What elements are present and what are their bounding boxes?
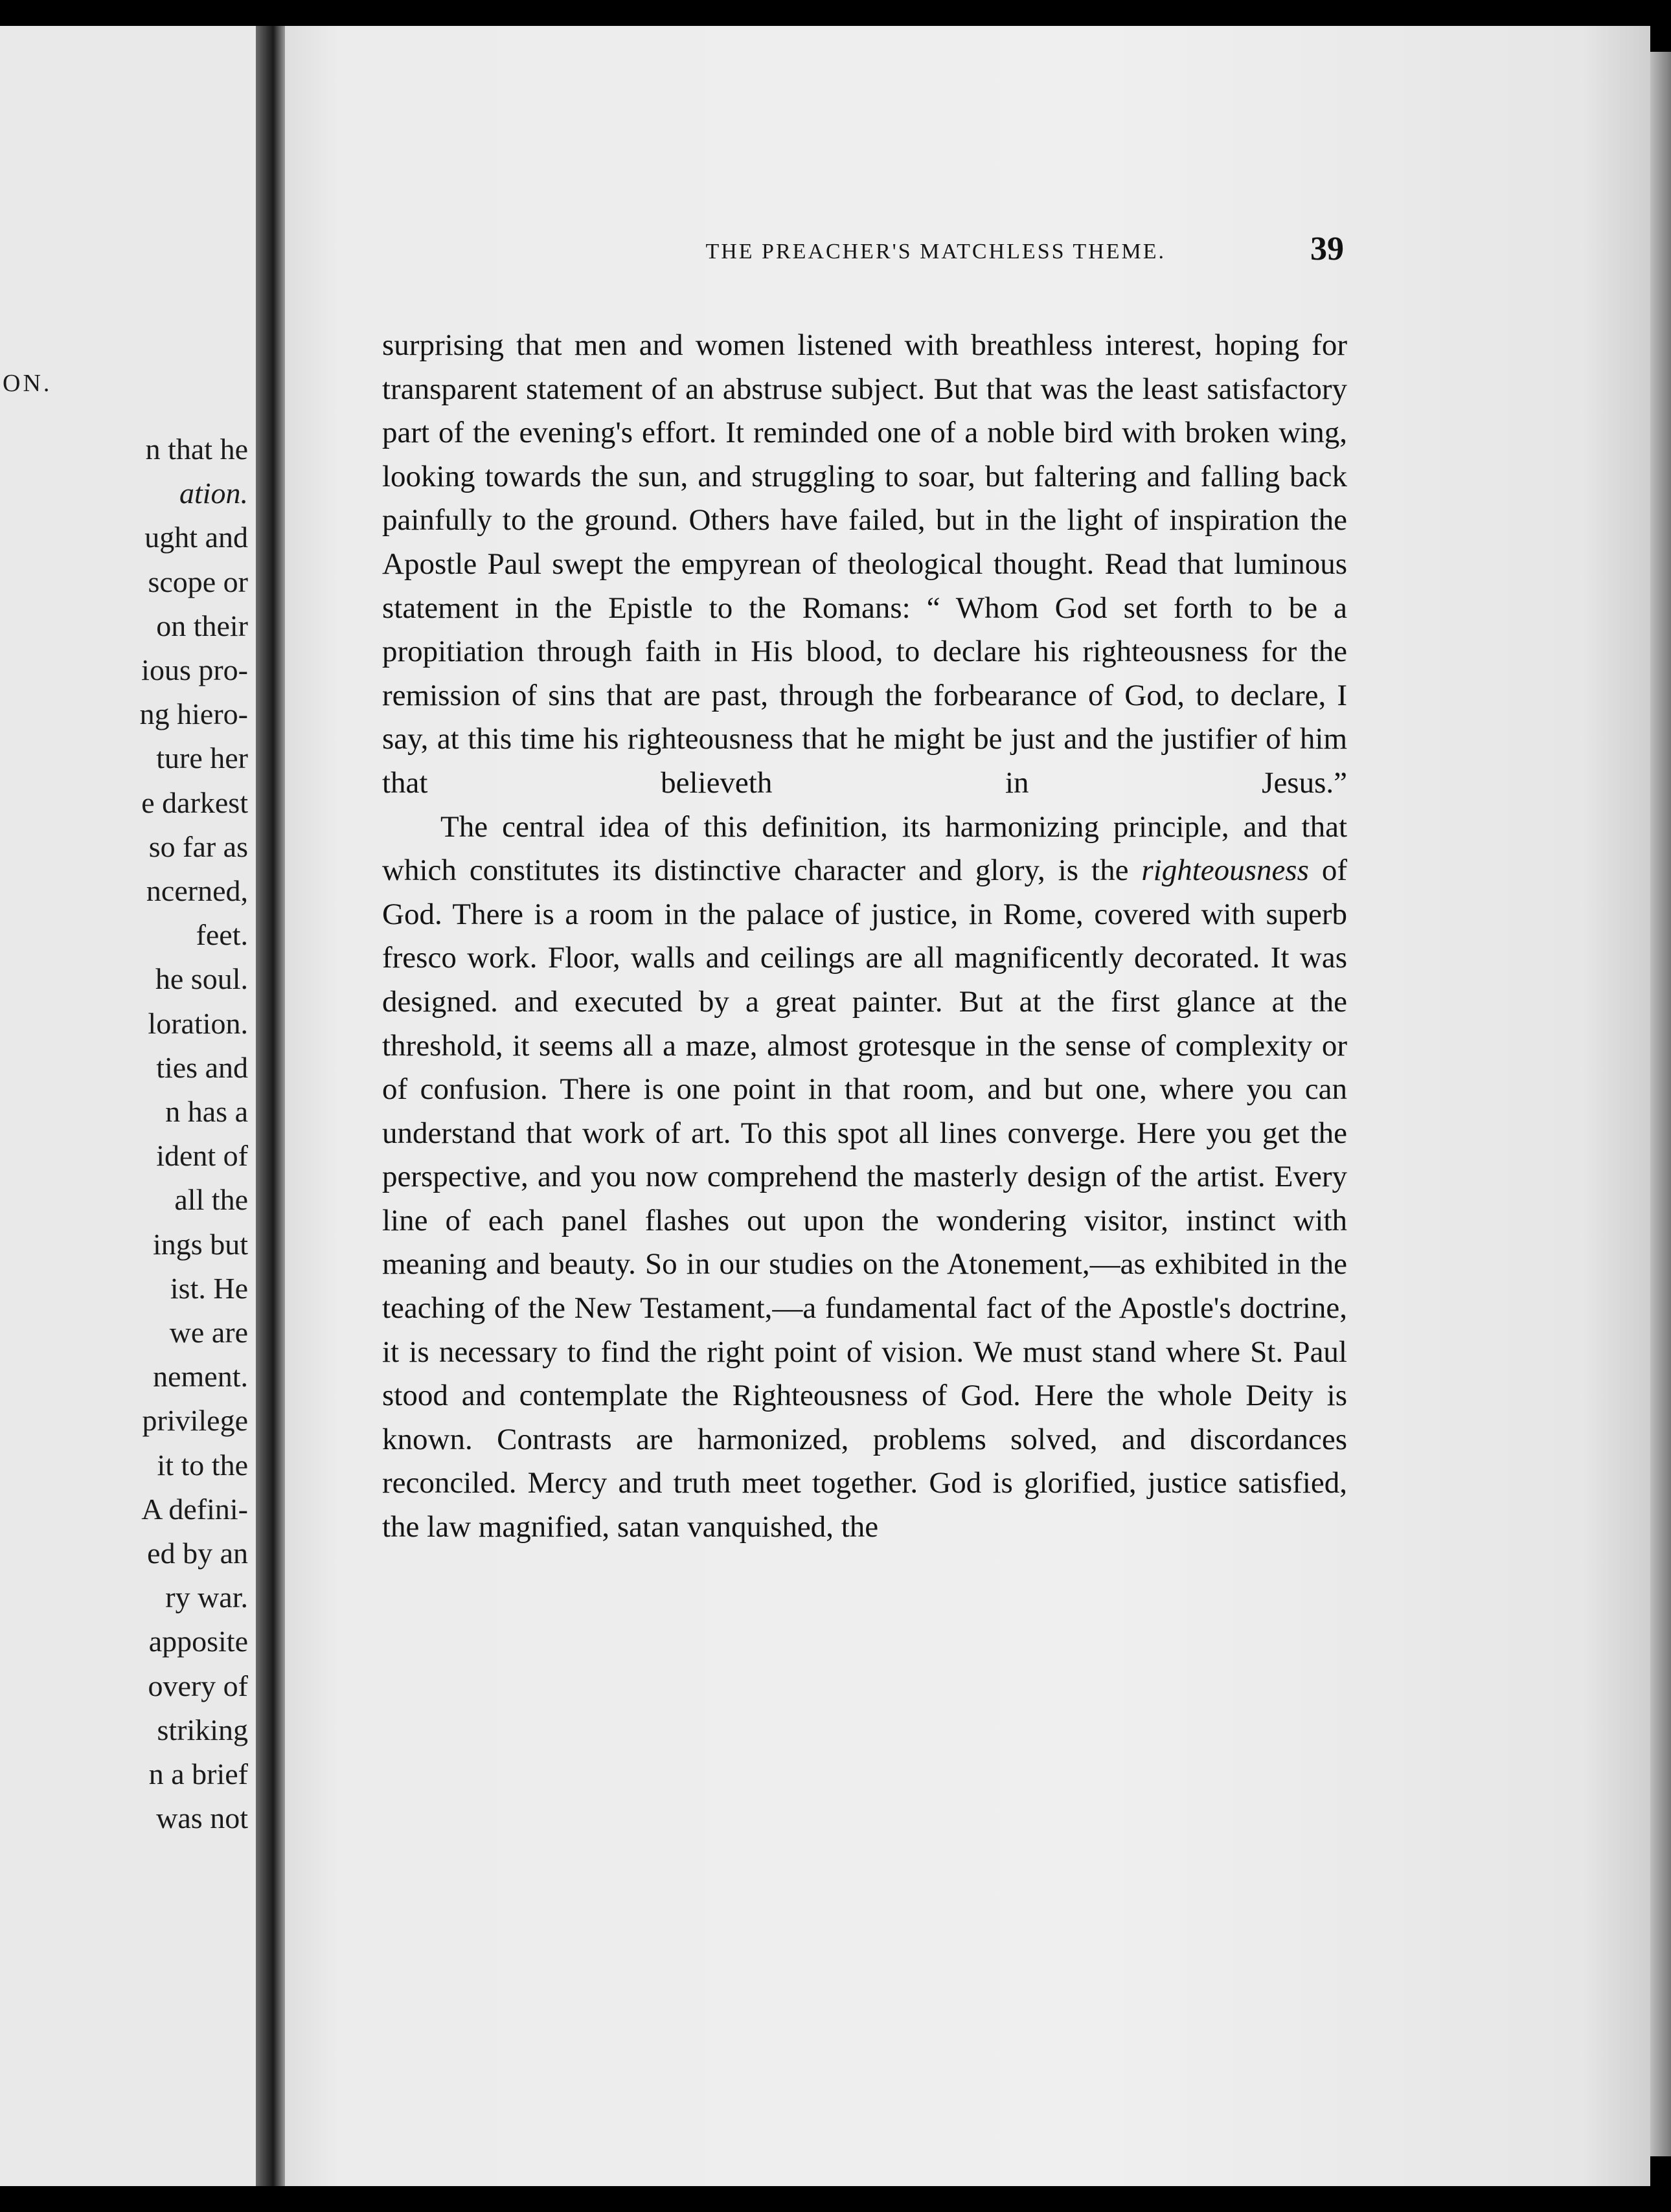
left-page-line: was not	[156, 1801, 248, 1835]
paragraph-2	[382, 806, 1347, 1550]
left-page-line: feet.	[196, 918, 248, 952]
left-page-line: ings but	[153, 1227, 248, 1261]
book-gutter	[256, 26, 285, 2186]
left-page-line: n a brief	[148, 1757, 248, 1791]
running-head: THE PREACHER'S MATCHLESS THEME.	[705, 240, 1166, 264]
left-page-line: he soul.	[155, 962, 248, 996]
left-page-line: it to the	[157, 1448, 248, 1482]
left-page-line: A defini-	[141, 1492, 248, 1526]
left-page-line: ry war.	[165, 1581, 248, 1614]
left-page-line: ncerned,	[146, 874, 248, 908]
left-page-line: ties and	[156, 1050, 248, 1084]
paragraph-2-rest: of God. There is a room in the palace of justice, in Rome, covered with superb fresco work. Floor, walls and ceilings are all magnificently decorated. It was designed. and executed by a great painter. But at the first glance at the threshold, it seems all a maze, almost grotesque in the sense of complexity or of confusion. There is one point in that room, and but one, where you can understand that work of art. To this spot all lines converge. Here you get the perspective, and you now comprehend the masterly design of the artist. Every line of each panel flashes out upon the wondering visitor, instinct with meaning and beauty. So in our studies on the Atonement,—as exhibited in the teaching of the New Testament,—a fundamental fact of the Apostle's doctrine, it is necessary to find the right point of vision. We must stand where St. Paul stood and contemplate the Righteousness of God. Here the whole Deity is known. Contrasts are harmonized, problems solved, and discordances reconciled. Mercy and truth meet together. God is glorified, justice satisfied, the law magnified, satan vanquished, the	[382, 853, 1347, 1544]
left-page-line: ident of	[156, 1139, 248, 1173]
paragraph-1: surprising that men and women listened with breathless interest, hoping for transparent statement of an abstruse subject. But that was the least satisfactory part of the evening's effort. It reminded one of a noble bird with broken wing, looking towards the sun, and struggling to soar, but faltering and falling back painfully to the ground. Others have failed, but in the light of inspiration the Apostle Paul swept the empyrean of theological thought. Read that luminous statement in the Epistle to the Romans: “ Whom God set forth to be a propitiation through faith in His blood, to declare his righteousness for the remission of sins that are past, through the forbearance of God, to declare, I say, at this time his righteousness that he might be just and the justifier of him that believeth in Jesus.”	[382, 328, 1347, 800]
left-page-line: overy of	[148, 1669, 248, 1702]
left-page-line: ught and	[144, 521, 248, 554]
body-text	[382, 324, 1347, 1550]
left-page-line: all the	[174, 1183, 248, 1217]
left-page-line: apposite	[148, 1625, 248, 1658]
left-page-line: ist. He	[170, 1271, 248, 1305]
left-page-line: nement.	[153, 1360, 248, 1394]
paragraph-2-start: The central idea of this definition, its harmonizing principle, and that which constitutes its distinctive character and glory, is the	[382, 809, 1347, 888]
paragraph-2-emphasis: righteousness	[1141, 853, 1309, 888]
left-page-line: privilege	[142, 1404, 248, 1438]
left-page-line: ation.	[179, 477, 248, 510]
page-number: 39	[1310, 231, 1344, 267]
left-page-line: ture her	[156, 741, 248, 775]
left-page-line: scope or	[148, 565, 248, 598]
left-page-text-lines	[140, 427, 248, 1841]
left-page-line: on their	[156, 609, 248, 642]
left-page-line: striking	[157, 1713, 248, 1746]
left-page-line: e darkest	[141, 785, 248, 819]
facing-page-left	[0, 26, 256, 2186]
left-page-line: n has a	[165, 1095, 248, 1129]
left-page-line: ng hiero-	[139, 697, 248, 731]
left-page-line: n that he	[145, 433, 248, 466]
page-edge-shadow	[1650, 52, 1671, 2156]
left-page-line: ious pro-	[141, 653, 248, 687]
left-page-line: we are	[169, 1316, 248, 1349]
left-page-line: ed by an	[147, 1537, 248, 1570]
left-page-line: loration.	[148, 1006, 248, 1040]
left-page-line: so far as	[148, 830, 248, 863]
left-running-head-fragment: ON.	[3, 370, 52, 397]
